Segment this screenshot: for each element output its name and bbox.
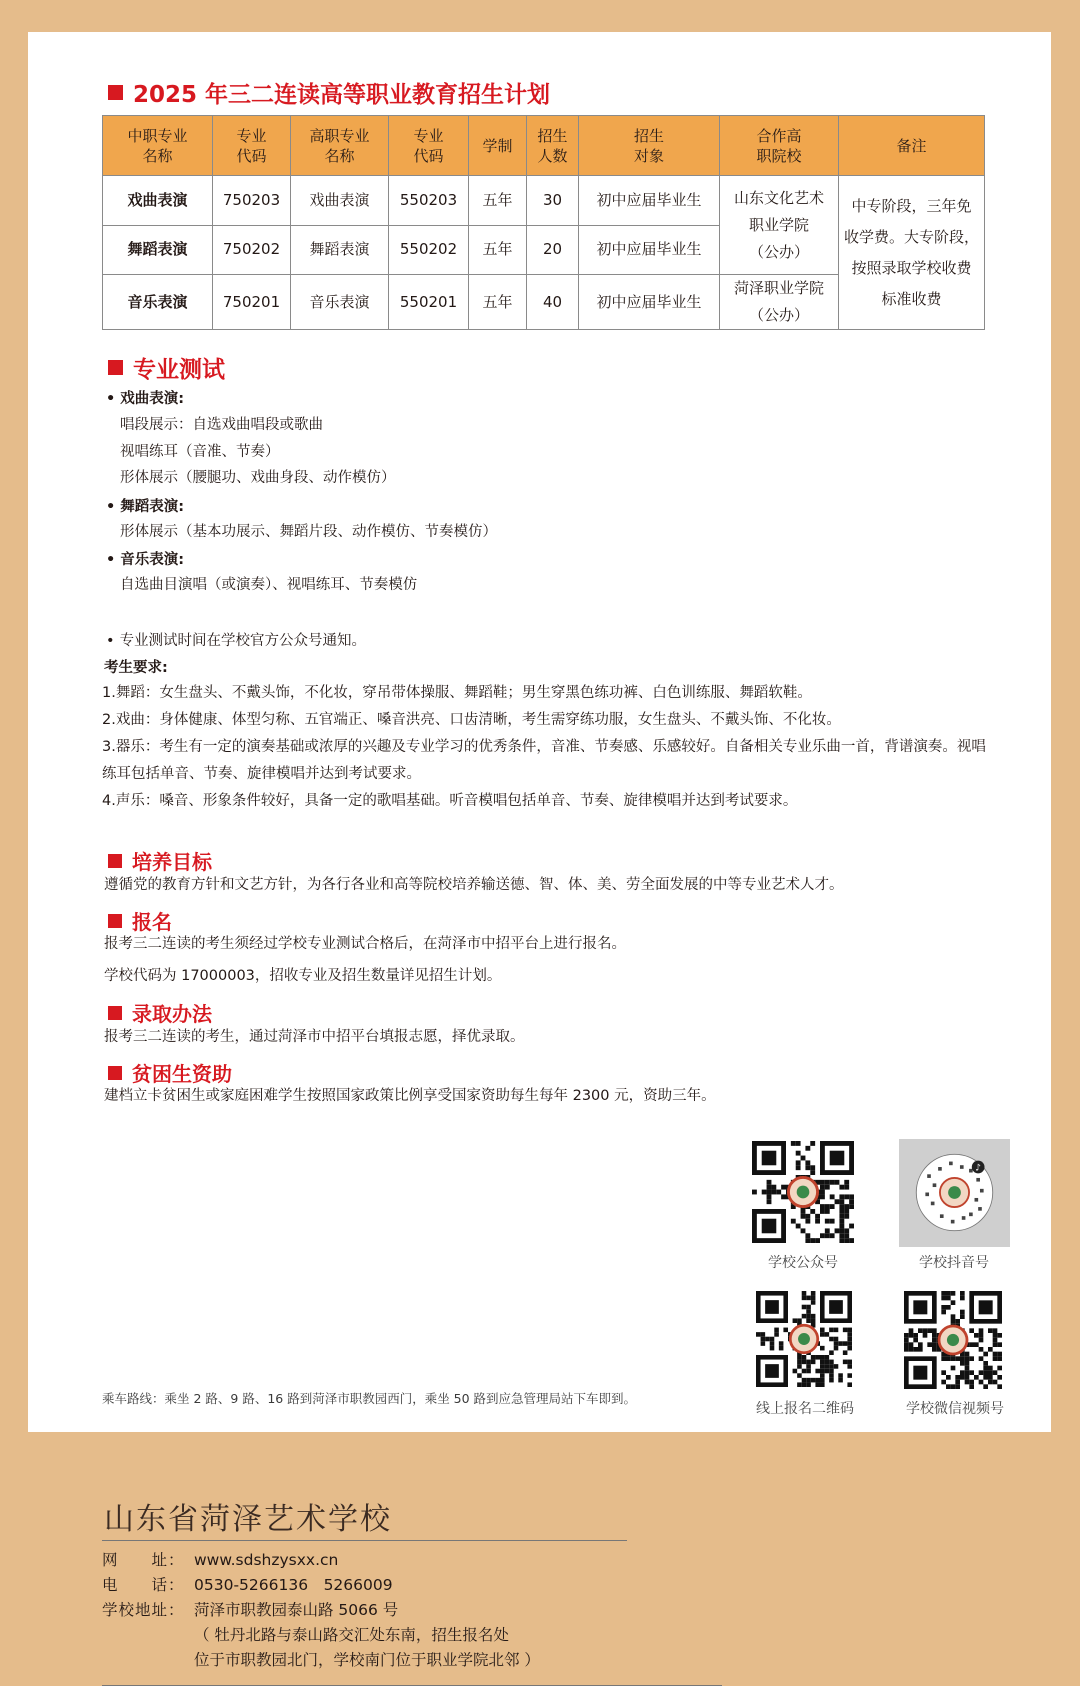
table-cell: 550203: [389, 176, 469, 226]
partner-college-cell: 菏泽职业学院 （公办）: [720, 275, 839, 330]
table-cell: 音乐表演: [103, 275, 213, 330]
table-cell: 初中应届毕业生: [579, 176, 720, 226]
table-cell: 750201: [213, 275, 291, 330]
test-heading: 专业测试: [108, 351, 225, 384]
douyin-qr-icon: [909, 1147, 1000, 1238]
address-note: 位于市职教园北门，学校南门位于职业学院北邻 ）: [194, 1651, 540, 1669]
table-cell: 音乐表演: [291, 275, 389, 330]
col-header: 备注: [839, 116, 985, 176]
website-link[interactable]: www.sdshzysxx.cn: [194, 1551, 339, 1569]
list-item: 自选曲目演唱（或演奏）、视唱练耳、节奏模仿: [120, 577, 418, 593]
table-cell: 750202: [213, 225, 291, 275]
table-cell: 550201: [389, 275, 469, 330]
table-cell: 舞蹈表演: [291, 225, 389, 275]
red-square-icon: [108, 854, 122, 868]
col-header: 学制: [469, 116, 527, 176]
school-website: 网 址： www.sdshzysxx.cn: [102, 1551, 339, 1569]
table-cell: 戏曲表演: [291, 176, 389, 226]
table-cell: 30: [527, 176, 579, 226]
col-header: 招生 对象: [579, 116, 720, 176]
table-cell: 40: [527, 275, 579, 330]
signup-heading: 报名: [108, 906, 172, 935]
svg-text:♪: ♪: [975, 1163, 982, 1174]
red-square-icon: [108, 85, 123, 100]
table-cell: 20: [527, 225, 579, 275]
plan-heading: 2025 年三二连读高等职业教育招生计划: [108, 76, 550, 109]
table-cell: 五年: [469, 176, 527, 226]
brochure-page: [28, 32, 1051, 1669]
school-phone: 电 话： 0530-5266136 5266009: [102, 1576, 393, 1594]
table-cell: 750203: [213, 176, 291, 226]
requirements-title: 考生要求:: [104, 660, 168, 676]
list-item: 形体展示（基本功展示、舞蹈片段、动作模仿、节奏模仿）: [120, 524, 497, 540]
list-item: 视唱练耳（音准、节奏）: [120, 444, 280, 460]
table-cell: 初中应届毕业生: [579, 275, 720, 330]
qr-code-signup[interactable]: [756, 1291, 852, 1387]
table-cell: 舞蹈表演: [103, 225, 213, 275]
qr-caption: 学校微信视频号: [906, 1401, 1004, 1417]
table-cell: 五年: [469, 225, 527, 275]
red-square-icon: [108, 1066, 122, 1080]
col-header: 专业 代码: [389, 116, 469, 176]
col-header: 专业 代码: [213, 116, 291, 176]
dance-title: • 舞蹈表演:: [106, 496, 184, 518]
red-square-icon: [108, 360, 123, 375]
aid-heading: 贫困生资助: [108, 1058, 232, 1087]
table-cell: 初中应届毕业生: [579, 225, 720, 275]
table-cell: 五年: [469, 275, 527, 330]
douyin-qr-card[interactable]: [899, 1139, 1010, 1247]
school-name: 山东省菏泽艺术学校: [104, 1502, 392, 1537]
red-square-icon: [108, 1006, 122, 1020]
list-item: 4.声乐：嗓音、形象条件较好，具备一定的歌唱基础。听音模唱包括单音、节奏、旋律模唱并达到考试要求。: [102, 793, 798, 809]
partner-college-cell: 山东文化艺术 职业学院 （公办）: [720, 176, 839, 275]
music-title: • 音乐表演:: [106, 549, 184, 571]
admission-text: 报考三二连读的考生，通过菏泽市中招平台填报志愿，择优录取。: [104, 1029, 525, 1045]
goal-text: 遵循党的教育方针和文艺方针，为各行各业和高等院校培养输送德、智、体、美、劳全面发展的中等专业艺术人才。: [104, 877, 844, 893]
divider: [102, 1540, 627, 1541]
list-item: 形体展示（腰腿功、戏曲身段、动作模仿）: [120, 470, 396, 486]
enrollment-plan-table: [102, 115, 985, 330]
requirements-list: [102, 680, 992, 815]
qr-caption: 学校公众号: [768, 1255, 838, 1271]
list-item: 2.戏曲：身体健康、体型匀称、五官端正、嗓音洪亮、口齿清晰，考生需穿练功服，女生盘头、不戴头饰、不化妆。: [102, 712, 841, 728]
table-header-row: [103, 116, 985, 176]
col-header: 中职专业 名称: [103, 116, 213, 176]
school-address: 学校地址： 菏泽市职教园泰山路 5066 号: [102, 1601, 399, 1619]
opera-title: • 戏曲表演:: [106, 388, 184, 410]
test-notice: • 专业测试时间在学校官方公众号通知。: [106, 630, 366, 652]
admission-heading: 录取办法: [108, 998, 212, 1027]
list-item: 3.器乐：考生有一定的演奏基础或浓厚的兴趣及专业学习的优秀条件，音准、节奏感、乐感较好。自备相关专业乐曲一首，背谱演奏。视唱练耳包括单音、节奏、旋律模唱并达到考试要求。: [102, 739, 986, 782]
goal-heading: 培养目标: [108, 846, 212, 875]
qr-code-video[interactable]: [904, 1291, 1002, 1389]
qr-caption: 学校抖音号: [919, 1255, 989, 1271]
bus-route: 乘车路线：乘坐 2 路、9 路、16 路到菏泽市职教园西门，乘坐 50 路到应急管理局站下车即到。: [102, 1391, 637, 1406]
signup-text: 报考三二连读的考生须经过学校专业测试合格后，在菏泽市中招平台上进行报名。: [104, 936, 626, 952]
col-header: 合作高 职院校: [720, 116, 839, 176]
table-cell: 戏曲表演: [103, 176, 213, 226]
table-row: [103, 176, 985, 226]
red-square-icon: [108, 914, 122, 928]
col-header: 高职专业 名称: [291, 116, 389, 176]
qr-caption: 线上报名二维码: [756, 1401, 854, 1417]
address-note: （ 牡丹北路与泰山路交汇处东南，招生报名处: [194, 1626, 509, 1644]
school-code-text: 学校代码为 17000003，招收专业及招生数量详见招生计划。: [104, 968, 502, 984]
table-cell: 550202: [389, 225, 469, 275]
col-header: 招生 人数: [527, 116, 579, 176]
qr-code-wechat[interactable]: [752, 1141, 854, 1243]
list-item: 唱段展示：自选戏曲唱段或歌曲: [120, 417, 323, 433]
aid-text: 建档立卡贫困生或家庭困难学生按照国家政策比例享受国家资助每生每年 2300 元，资助三年。: [104, 1088, 716, 1104]
remark-cell: 中专阶段，三年免 收学费。大专阶段， 按照录取学校收费 标准收费: [839, 176, 985, 330]
list-item: 1.舞蹈：女生盘头、不戴头饰，不化妆，穿吊带体操服、舞蹈鞋；男生穿黑色练功裤、白色训练服、舞蹈软鞋。: [102, 685, 812, 701]
